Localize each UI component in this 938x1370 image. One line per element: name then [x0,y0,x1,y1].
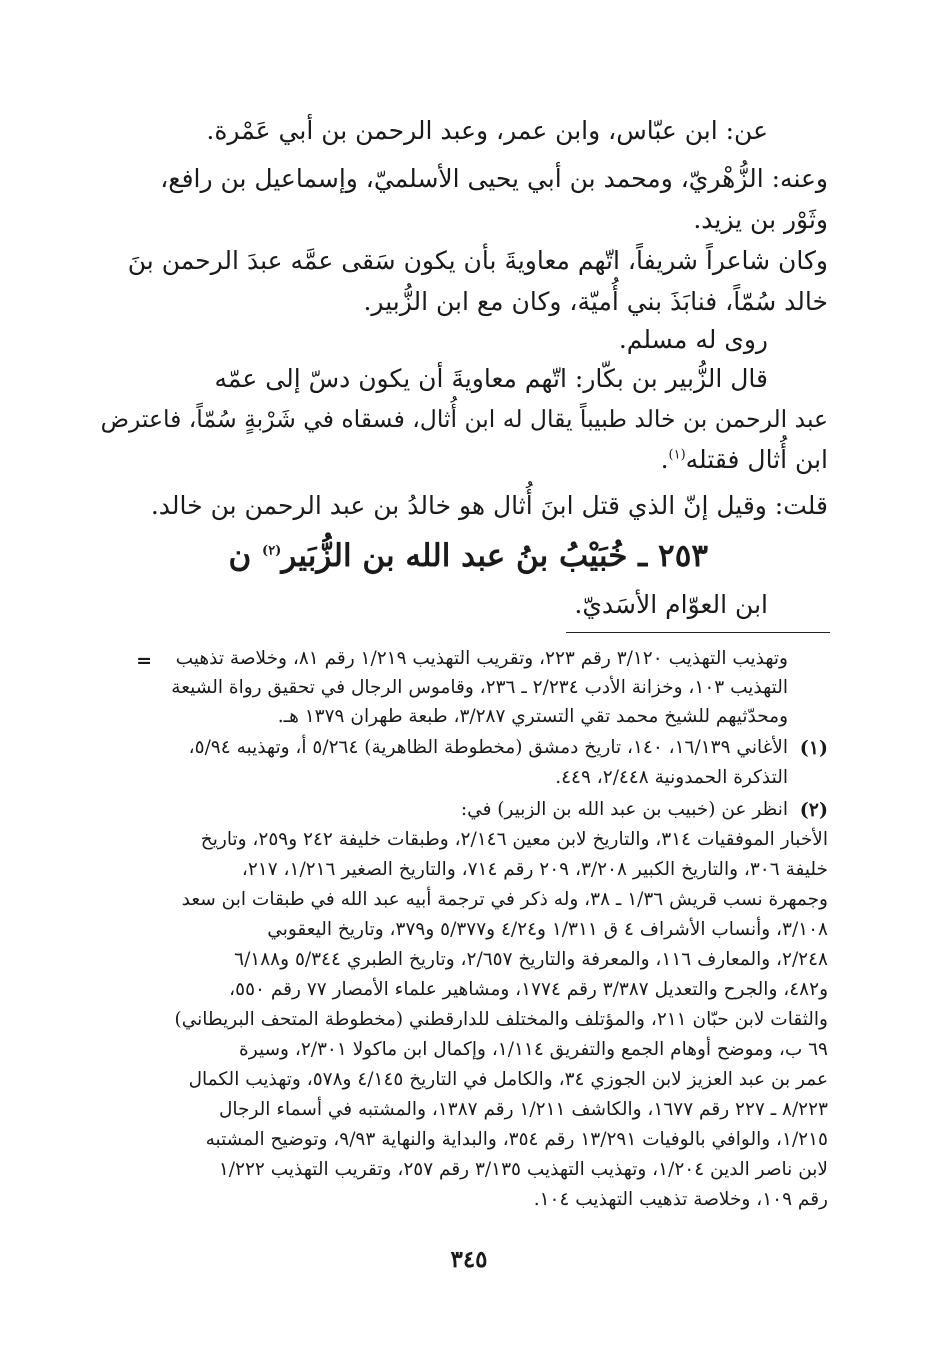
footnote-2-line-10: عمر بن عبد العزيز لابن الجوزي ٣٤، والكامل في التاريخ ٤/١٤٥ و٥٧٨، وتهذيب الكمال [188,1069,828,1090]
narrators-to-line: وعنه: الزُّهْريّ، ومحمد بن أبي يحيى الأسلميّ، وإسماعيل بن رافع، [160,164,828,193]
author-note-line: قلت: وقيل إنّ الذي قتل ابنَ أُثال هو خالدُ بن عبد الرحمن بن خالد. [150,491,828,520]
footnote-2-line-14: رقم ١٠٩، وخلاصة تذهيب التهذيب ١٠٤. [533,1189,828,1210]
footnote-continued-line-3: ومحدّثيهم للشيخ محمد تقي التستري ٣/٢٨٧، طبعة طهران ١٣٧٩ هـ. [277,706,788,727]
footnote-2-line-6: ٢/٢٤٨، والمعارف ١١٦، والمعرفة والتاريخ ٢/٦٥٧، وتاريخ الطبري ٥/٣٤٤ و٦/١٨٨ [234,949,828,970]
zubair-quote-line-3: ابن أُثال فقتله$^{(١)}$. [660,445,828,474]
footnote-2-line-3: خليفة ٣٠٦، والتاريخ الكبير ٣/٢٠٨، ٢٠٩ رقم ٧١٤، والتاريخ الصغير ١/٢١٦، ٢١٧، [241,859,828,880]
footnote-2-line-1: انظر عن (خبيب بن عبد الله بن الزبير) في: [460,799,788,820]
footnote-1-line-1: الأغاني ١٦/١٣٩، ١٤٠، تاريخ دمشق (مخطوطة الظاهرية) ٥/٢٦٤ أ، وتهذيبه ٥/٩٤، [188,737,788,758]
biography-line-2: خالد سُمّاً، فنابَذَ بني أُميّة، وكان مع ابن الزُّبير. [363,287,828,316]
footnote-2-line-5: ٣/١٠٨، وأنساب الأشراف ٤ ق ١/٣١١ و٤/٢٤ و٥/٣٧٧ و٣٧٩، وتاريخ اليعقوبي [267,919,828,940]
footnote-separator [566,632,830,633]
footnote-2-line-11: ٨/٢٢٣ ـ ٢٢٧ رقم ١٦٧٧، والكاشف ١/٢١١ رقم ١٣٨٧، والمشتبه في أسماء الرجال [218,1099,828,1120]
footnote-2-line-2: الأخبار الموفقيات ٣١٤، والتاريخ لابن معين ٢/١٤٦، وطبقات خليفة ٢٤٢ و٢٥٩، وتاريخ [200,829,828,850]
footnote-ref-2: (٢) [262,543,282,559]
narrators-from-line: عن: ابن عبّاس، وابن عمر، وعبد الرحمن بن أبي عَمْرة. [206,116,768,145]
narrators-to-continued: وثَوْر بن يزيد. [693,205,828,234]
footnote-2-line-9: ٦٩ ب، وموضح أوهام الجمع والتفريق ١/١١٤، وإكمال ابن ماكولا ٢/٣٠١، وسيرة [239,1039,828,1060]
footnote-2-marker: (٢) [799,799,828,821]
zubair-quote-line-2: عبد الرحمن بن خالد طبيباً يقال له ابن أُثال، فسقاه في شَرْبةٍ سُمّاً، فاعترض [100,405,828,433]
footnote-2-line-12: ١/٢١٥، والوافي بالوفيات ١٣/٢٩١ رقم ٣٥٤، والبداية والنهاية ٩/٩٣، وتوضيح المشتبه [205,1129,828,1150]
narrated-by-muslim: روى له مسلم. [618,325,768,354]
footnote-ref-1: (١) [668,447,686,463]
footnote-continued-line-2: التهذيب ١٠٣، وخزانة الأدب ٢/٢٣٤ ـ ٢٣٦، وقاموس الرجال في تحقيق رواة الشيعة [171,677,788,698]
footnote-2-line-8: والثقات لابن حبّان ٢١١، والمؤتلف والمختلف للدارقطني (مخطوطة المتحف البريطاني) [174,1009,828,1030]
footnote-1-marker: (١) [799,737,828,759]
zubair-quote-line-1: قال الزُّبير بن بكّار: اتّهم معاويةَ أن يكون دسّ إلى عمّه [214,364,768,393]
entry-lineage: ابن العوّام الأسَديّ. [574,590,768,619]
entry-heading: ٢٥٣ ـ خُبَيْبُ بنُ عبد الله بن الزُّبَير$^{(٢)}$ ن [228,538,708,574]
footnote-2-line-4: وجمهرة نسب قريش ١/٣٦ ـ ٣٨، وله ذكر في ترجمة أبيه عبد الله في طبقات ابن سعد [181,889,828,910]
footnote-2-line-7: و٤٨٢، والجرح والتعديل ٣/٣٨٧ رقم ١٧٧٤، ومشاهير علماء الأمصار ٧٧ رقم ٥٥٠، [229,979,828,1000]
footnote-continued-line-1: وتهذيب التهذيب ٣/١٢٠ رقم ٢٢٣، وتقريب التهذيب ١/٢١٩ رقم ٨١، وخلاصة تذهيب [175,648,788,669]
footnote-1-line-2: التذكرة الحمدونية ٢/٤٤٨، ٤٤٩. [555,767,788,788]
biography-line-1: وكان شاعراً شريفاً، اتّهم معاويةَ بأن يكون سَقى عمَّه عبدَ الرحمن بنَ [127,246,828,275]
continuation-mark: = [136,650,152,672]
page-number: ٣٤٥ [450,1246,488,1273]
footnote-2-line-13: لابن ناصر الدين ١/٢٠٤، وتهذيب التهذيب ٣/١٣٥ رقم ٢٥٧، وتقريب التهذيب ١/٢٢٢ [218,1159,828,1180]
